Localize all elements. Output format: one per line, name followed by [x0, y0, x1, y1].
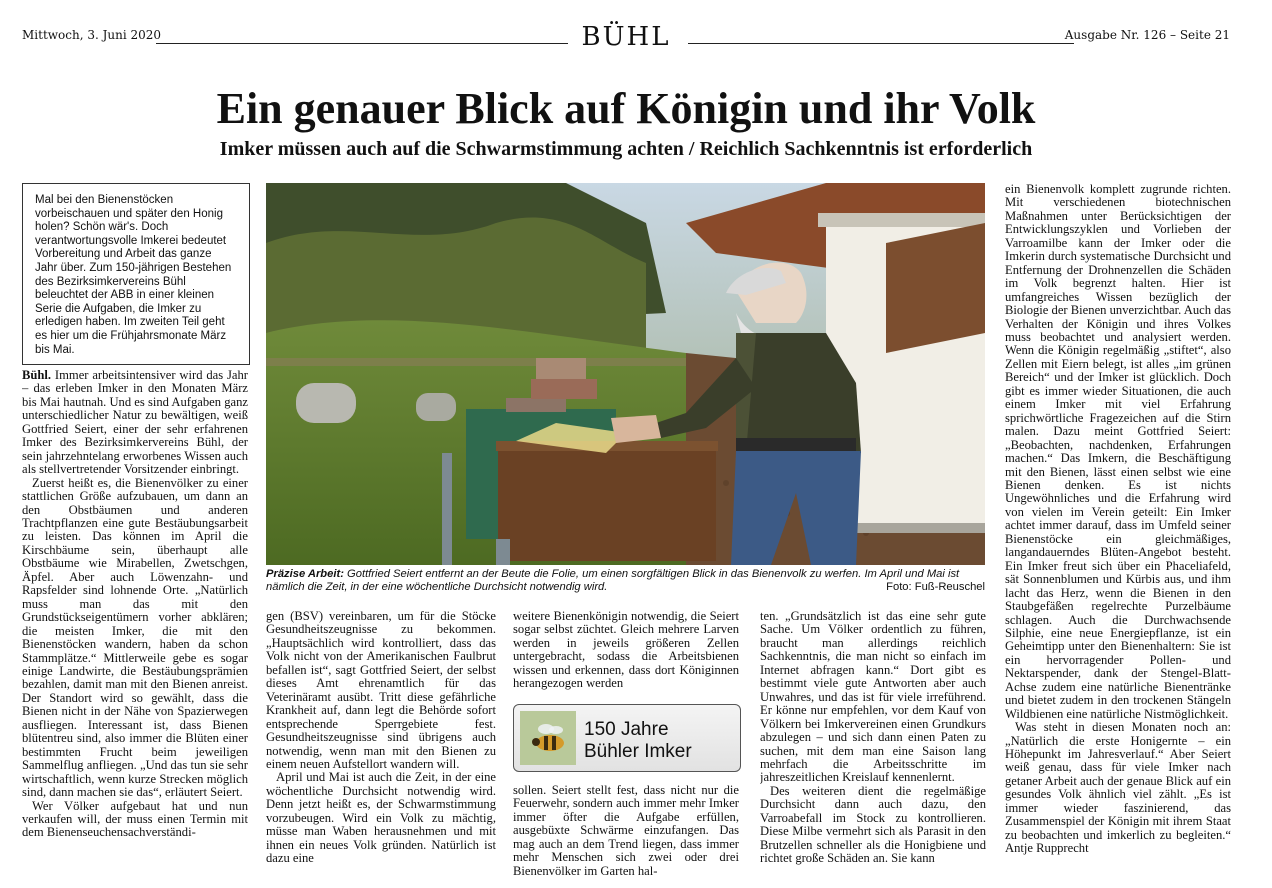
badge-text: [584, 719, 692, 763]
masthead: BÜHL: [581, 22, 671, 52]
caption-lead: Präzise Arbeit:: [266, 568, 344, 580]
paragraph: Immer arbeitsintensiver wird das Jahr – das erleben Imker in den Monaten März bis Mai hautnah. Und es sind Aufgaben ganz unterschiedlicher Natur zu bewältigen, weiß Gottfried Seiert, einer der sehr erfahrenen Imker des Bezirksimkervereins Bühl, der sein jahrzehntelang erworbenes Wissen auch als stellvertretender Vorsitzender einbringt.: [22, 369, 248, 477]
paragraph: Wer Völker aufgebaut hat und nun verkaufen will, der muss einen Termin mit dem Bienenseuchensachverständi-: [22, 798, 248, 840]
dateline: Bühl.: [22, 369, 52, 382]
headline: Ein genauer Blick auf Königin und ihr Volk: [216, 84, 1036, 133]
teaser-box: Mal bei den Bienenstöcken vorbeischauen und später den Honig holen? Schön wär's. Doch verantwortungsvolle Imkerei bedeutet Vorbereitung und Arbeit das ganze Jahr über. Zum 150-jährigen Bestehen des Bezirksimkervereins Bühl beleuchtet der ABB in einer kleinen Serie die Aufgaben, die Imker zu erledigen haben. Im zweiten Teil geht es hier um die Frühjahrsmonate März bis Mai.: [22, 183, 250, 365]
photo-caption: [266, 568, 985, 594]
photo-credit: Foto: Fuß-Reuschel: [886, 581, 985, 593]
paragraph: weitere Bienenkönigin notwendig, die Seiert sogar selbst züchtet. Gleich mehrere Larven werden in jeweils größeren Zellen untergebracht, sodass die Arbeitsbienen wissen und erkennen, dass dort Königinnen herangezogen werden: [513, 610, 739, 691]
article-column-2: [266, 610, 496, 882]
paragraph: sollen. Seiert stellt fest, dass nicht nur die Feuerwehr, sondern auch immer mehr Imker immer öfter die Aufgabe erfüllen, ausgebüxte Schwärme einzufangen. Das mag auch an dem Trend liegen, dass immer mehr Menschen sich zwei oder drei Bienenvölker im Garten hal-: [513, 784, 739, 878]
article-column-5: [1005, 183, 1231, 882]
caption-text: Gottfried Seiert entfernt an der Beute die Folie, um einen sorgfältigen Blick in das Bienenvolk zu werfen. Im April und Mai ist nämlich die Zeit, in der eine wöchentliche Durchsicht notwendig wird.: [266, 568, 960, 593]
issue-date: Mittwoch, 3. Juni 2020: [22, 28, 162, 42]
paragraph: Zuerst heißt es, die Bienenvölker zu einer stattlichen Größe aufzubauen, um dann an den Obstbäumen und anderen Trachtpflanzen eine gute Bestäubungsarbeit zu leisten. Das können im April die Kirschbäume sein, überhaupt alle Obstbäume wie Mirabellen, Zwetschgen, Äpfel. Aber auch Löwenzahn- und Rapsfelder sind lohnende Orte. „Natürlich muss man das mit den Grundstückseigentümern vorher abklären; die meisten Imker, die mit den Bienenstöcken wandern, haben da schon Stammplätze.“ Mittlerweile gebe es sogar einige Landwirte, die Bestäubungsprämien bezahlen, damit man mit den Bienen anreist. Der Standort wird so gewählt, dass die Bienen nicht in der Nähe von Spazierwegen ausfliegen. Interessant ist, dass Bienen blütentreu sind, also immer die Blüten einer bestimmten Frucht beim jeweiligen Sammelflug anfliegen. „Und das tun sie sehr wirtschaftlich, wenn kurze Strecken möglich sind, dann machen sie das“, erläutert Seiert.: [22, 475, 248, 800]
article-column-1: [22, 369, 248, 881]
bee-icon: [520, 711, 576, 765]
paragraph: Was steht in diesen Monaten noch an: „Natürlich die erste Honigernte – ein Höhepunkt im Jahresverlauf.“ Aber Seiert weiß genau, dass für viele Imker nach getaner Arbeit auch der genaue Blick auf ein gesundes Volk ähnlich viel zählt. „Es ist immer wieder faszinierend, das Zusammenspiel der Königin mit ihrem Staat zu beobachten und imkerlich zu begleiten.“ Antje Rupprecht: [1005, 720, 1231, 856]
article-photo: [266, 183, 985, 565]
article-column-4: [760, 610, 986, 882]
subheadline: Imker müssen auch auf die Schwarmstimmung achten / Reichlich Sachkenntnis ist erforderlich: [219, 138, 1033, 160]
anniversary-badge: [513, 704, 741, 772]
issue-number: Ausgabe Nr. 126 – Seite 21: [1064, 28, 1230, 42]
article-column-3-top: [513, 610, 739, 692]
paragraph: April und Mai ist auch die Zeit, in der eine wöchentliche Durchsicht notwendig wird. Denn jetzt heißt es, der Schwarmstimmung vorzubeugen. Wird ein Volk zu mächtig, müsse man Waben herausnehmen und mit ihnen ein neues Volk gründen. Natürlich ist dazu eine: [266, 770, 496, 866]
paragraph: gen (BSV) vereinbaren, um für die Stöcke Gesundheitszeugnisse zu bekommen. „Hauptsächlich wird kontrolliert, dass das Volk nicht von der Amerikanischen Faulbrut befallen ist“, sagt Gottfried Seiert, der selbst dieses Amt ehrenamtlich für das Veterinäramt ausübt. Tritt diese gefährliche Krankheit auf, dann legt die Behörde sofort entsprechende Sperrgebiete fest. Gesundheitszeugnisse sind übrigens auch notwendig, wenn man mit den Bienen zu einem neuen Aufstellort wandern will.: [266, 610, 496, 771]
badge-line-2: Bühler Imker: [584, 741, 692, 762]
paragraph: Des weiteren dient die regelmäßige Durchsicht dann auch dazu, den Varroabefall im Stock zu kontrollieren. Diese Milbe vermehrt sich als Parasit in den Brutzellen schneller als die Honigbiene und richtet große Schäden an. Sie kann: [760, 783, 986, 866]
photo-beekeeper: [266, 183, 985, 565]
header-rule-right: [688, 43, 1074, 44]
paragraph: ein Bienenvolk komplett zugrunde richten. Mit verschiedenen biotechnischen Maßnahmen unter Berücksichtigen der Entwicklungszyklen und Vorlieben der Varroamilbe kann der Imker oder die Imkerin durch systematische Durchsicht und Entfernung der Drohnenzellen die Schäden im Volk begrenzt halten. Hier ist umfangreiches Wissen bezüglich der Biologie der Bienen unverzichtbar. Auch das Verhalten der Königin und ihres Volkes muss beobachtet und analysiert werden. Wenn die Königin regelmäßig „stiftet“, also Zellen mit Eiern belegt, ist alles „im grünen Bereich“ und der Imker ist glücklich. Doch gibt es immer wieder Situationen, die auch einem Imker mit viel Erfahrung sprichwörtliche Fragezeichen auf die Stirn malen. Dazu meint Gottfried Seiert: „Beobachten, nachdenken, Erfahrungen machen.“ Das Imkern, die Beschäftigung mit den Bienen, lässt einen selbst wie eine Bienen denken. Es ist nichts Ungewöhnliches und die Erfahrung wird von vielen im Verein geteilt: Ein Imker achtet immer darauf, dass im Umfeld seiner Bienenstöcke ein gleichmäßiges, langandauerndes Blüten-Angebot besteht. Ein Imker freut sich über ein Phaceliafeld, sät Sonnenblumen und Kürbis aus, und ihm lacht das Herz, wenn die Bienen in den Staubgefäßen regelrechte Purzelbäume schlagen. Auch die Durchwachsende Silphie, eine neue Energiepflanze, ist ein Geheimtipp unter den Bienenhaltern: Sie ist ein hervorragender Pollen- und Nektarspender, dank der Stengel-Blatt-Achse zudem eine natürliche Bienentränke und bietet zudem in den trockenen Stängeln Wildbienen eine natürliche Nistmöglichkeit.: [1005, 183, 1231, 721]
paragraph: ten. „Grundsätzlich ist das eine sehr gute Sache. Um Völker ordentlich zu führen, braucht man allerdings reichlich Sachkenntnis, die man nicht so einfach im Internet abfragen kann.“ Dort gibt es bestimmt viele gute Antworten aber auch Unwahres, und das ist für viele irreführend. Er könne nur empfehlen, vor dem Kauf von Völkern bei Imkervereinen einen Grundkurs abzulegen – und sich dann einen Paten zu suchen, mit dem man eine Saison lang mehrfach die Arbeitsschritte im jahreszeitlichen Kreislauf kennenlernt.: [760, 610, 986, 785]
article-column-3-bottom: [513, 784, 739, 882]
badge-line-1: 150 Jahre: [584, 719, 669, 740]
